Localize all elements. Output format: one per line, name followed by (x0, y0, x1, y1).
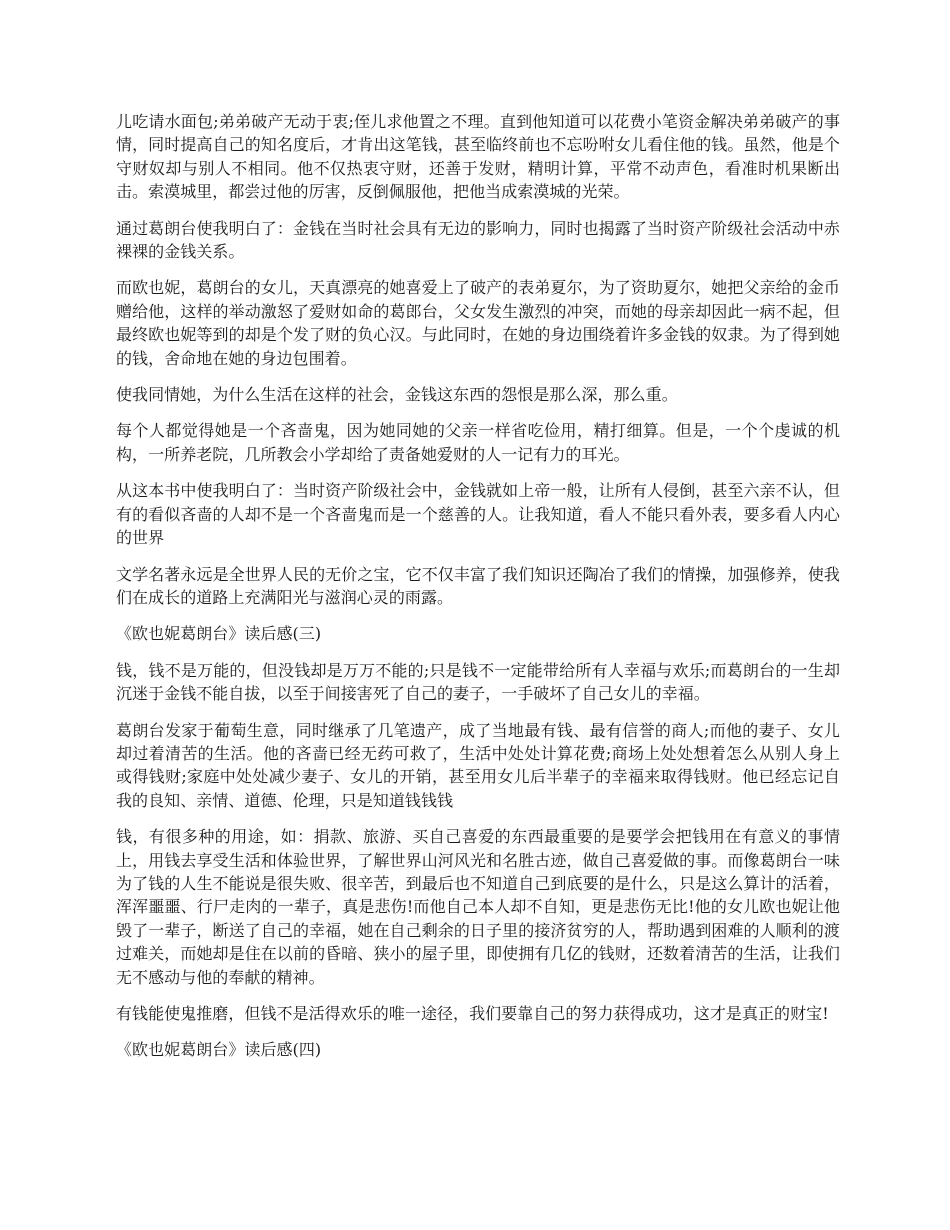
paragraph: 钱，有很多种的用途，如：捐款、旅游、买自己喜爱的东西最重要的是要学会把钱用在有意义的事情上，用钱去享受生活和体验世界，了解世界山河风光和名胜古迹，做自己喜爱做的事。而像葛朗台一味为了钱的人生不能说是很失败、很辛苦，到最后也不知道自己到底要的是什么，只是这么算计的活着，浑浑噩噩、行尸走肉的一辈子，真是悲伤!而他自己本人却不自知，更是悲伤无比!他的女儿欧也妮让他毁了一辈子，断送了自己的幸福，她在自己剩余的日子里的接济贫穷的人，帮助遇到困难的人顺利的渡过难关，而她却是住在以前的昏暗、狭小的屋子里，即使拥有几亿的钱财，还数着清苦的生活，让我们无不感动与他的奉献的精神。 (116, 827, 840, 987)
paragraph: 钱，钱不是万能的，但没钱却是万万不能的;只是钱不一定能带给所有人幸福与欢乐;而葛朗台的一生却沉迷于金钱不能自拔，以至于间接害死了自己的妻子，一手破坏了自己女儿的幸福。 (116, 660, 840, 704)
paragraph: 儿吃请水面包;弟弟破产无动于衷;侄儿求他置之不理。直到他知道可以花费小笔资金解决弟弟破产的事情，同时提高自己的知名度后，才肯出这笔钱，甚至临终前也不忘吩咐女儿看住他的钱。虽然，他是个守财奴却与别人不相同。他不仅热衷守财，还善于发财，精明计算，平常不动声色，看准时机果断出击。索漠城里，都尝过他的厉害，反倒佩服他，把他当成索漠城的光荣。 (116, 112, 840, 202)
paragraph: 通过葛朗台使我明白了：金钱在当时社会具有无边的影响力，同时也揭露了当时资产阶级社会活动中赤裸裸的金钱关系。 (116, 218, 840, 262)
paragraph: 葛朗台发家于葡萄生意，同时继承了几笔遗产，成了当地最有钱、最有信誉的商人;而他的妻子、女儿却过着清苦的生活。他的吝啬已经无药可救了，生活中处处计算花费;商场上处处想着怎么从别人身上或得钱财;家庭中处处减少妻子、女儿的开销，甚至用女儿后半辈子的幸福来取得钱财。他已经忘记自我的良知、亲情、道德、伦理，只是知道钱钱钱 (116, 720, 840, 810)
paragraph: 每个人都觉得她是一个吝啬鬼，因为她同她的父亲一样省吃俭用，精打细算。但是，一个个虔诚的机构，一所养老院，几所教会小学却给了责备她爱财的人一记有力的耳光。 (116, 421, 840, 464)
paragraph: 文学名著永远是全世界人民的无价之宝，它不仅丰富了我们知识还陶冶了我们的情操，加强修养，使我们在成长的道路上充满阳光与滋润心灵的雨露。 (116, 564, 840, 607)
document-body (116, 110, 840, 1075)
section-heading: 《欧也妮葛朗台》读后感(三) (116, 624, 322, 644)
paragraph: 使我同情她，为什么生活在这样的社会，金钱这东西的怨恨是那么深，那么重。 (116, 385, 678, 405)
paragraph: 从这本书中使我明白了：当时资产阶级社会中，金钱就如上帝一般，让所有人侵倒，甚至六亲不认，但有的看似吝啬的人却不是一个吝啬鬼而是一个慈善的人。让我知道，看人不能只看外表，要多看人内心的世界 (116, 481, 840, 548)
paragraph: 有钱能使鬼推磨，但钱不是活得欢乐的唯一途径，我们要靠自己的努力获得成功，这才是真正的财宝! (116, 1004, 829, 1023)
section-heading: 《欧也妮葛朗台》读后感(四) (116, 1040, 322, 1060)
paragraph: 而欧也妮，葛朗台的女儿，天真漂亮的她喜爱上了破产的表弟夏尔，为了资助夏尔，她把父亲给的金币赠给他，这样的举动激怒了爱财如命的葛郎台，父女发生激烈的冲突，而她的母亲却因此一病不起，但最终欧也妮等到的却是个发了财的负心汉。与此同时，在她的身边围绕着许多金钱的奴隶。为了得到她的钱，舍命地在她的身边包围着。 (116, 278, 840, 368)
